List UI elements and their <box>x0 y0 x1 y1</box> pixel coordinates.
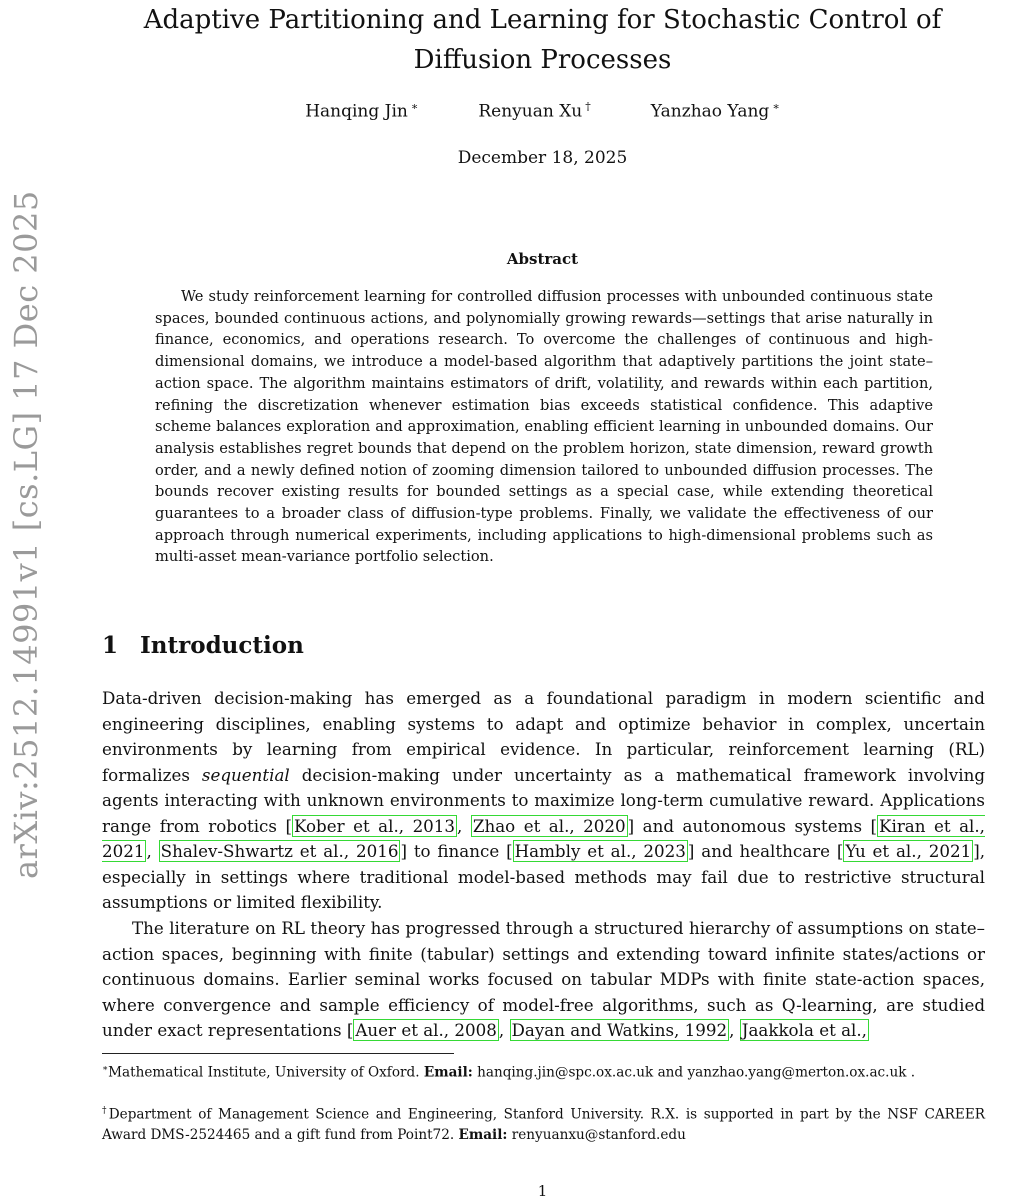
intro-paragraph: Data-driven decision-making has emerged as a foundational paradigm in modern scientific and engineering disciplines, enabling systems to adapt and optimize behavior in complex, uncertain environments by learning from empirical evidence. In particular, reinforcement learning (RL) formalizes sequential decision-making under uncertainty as a mathematical framework involving agents interacting with unknown environments to maximize long-term cumulative reward. Applications range from robotics [ Kober et al., 2013 , Zhao et al., 2020 ] and autonomous systems [ Kiran et al., 2021 , Shalev-Shwartz et al., 2016 ] to finance [ Hambly et al., 2023 ] and healthcare [ Yu et al., 2021 ], especially in settings where traditional model-based methods may fail due to restrictive structural assumptions or limited flexibility. <box>102 688 986 912</box>
abstract-text: We study reinforcement learning for controlled diffusion processes with unbounded continuous state spaces, bounded continuous actions, and polynomially growing rewards—settings that arise naturally in finance, economics, and operations research. To overcome the challenges of continuous and high-dimensional domains, we introduce a model-based algorithm that adaptively partitions the joint state–action space. The algorithm maintains estimators of drift, volatility, and rewards within each partition, refining the discretization whenever estimation bias exceeds statistical confidence. This adaptive scheme balances exploration and approximation, enabling efficient learning in unbounded domains. Our analysis establishes regret bounds that depend on the problem horizon, state dimension, reward growth order, and a newly defined notion of zooming dimension tailored to unbounded diffusion processes. The bounds recover existing results for bounded settings as a special case, while extending theoretical guarantees to a broader class of diffusion-type problems. Finally, we validate the effectiveness of our approach through numerical experiments, including applications to high-dimensional problems such as multi-asset mean-variance portfolio selection. <box>155 288 933 566</box>
citation-link[interactable]: Yu et al., 2021 <box>845 841 972 861</box>
citation-link[interactable]: Hambly et al., 2023 <box>514 841 686 861</box>
page-number: 1 <box>537 1182 548 1200</box>
citation-link[interactable]: Jaakkola et al., <box>741 1020 867 1040</box>
abstract-heading: Abstract <box>506 250 579 268</box>
arxiv-identifier: arXiv:2512.14991v1 [cs.LG] 17 Dec 2025 <box>7 190 45 880</box>
footnote: ∗Mathematical Institute, University of Oxford. Email: hanqing.jin@spc.ox.ac.uk and yanzhao.yang@merton.ox.ac.uk . <box>102 1064 916 1081</box>
footnote-divider <box>102 1053 454 1054</box>
citation-link[interactable]: Kiran et al., 2021 <box>102 815 985 861</box>
citation-link[interactable]: Kober et al., 2013 <box>293 815 456 836</box>
footnote: †Department of Management Science and Engineering, Stanford University. R.X. is supported in part by the NSF CAREER Award DMS-2524465 and a gift fund from Point72. Email: renyuanxu@stanford.edu <box>102 1106 985 1143</box>
paper-title: Adaptive Partitioning and Learning for Stochastic Control of Diffusion Processes <box>143 5 942 75</box>
section-title: Introduction <box>140 632 304 659</box>
citation-link[interactable]: Dayan and Watkins, 1992 <box>511 1020 728 1040</box>
section-heading <box>102 632 304 659</box>
paper-date: December 18, 2025 <box>457 148 628 168</box>
citation-link[interactable]: Zhao et al., 2020 <box>472 815 626 836</box>
citation-link[interactable]: Shalev-Shwartz et al., 2016 <box>160 841 399 861</box>
author: Yanzhao Yang ∗ <box>650 100 780 122</box>
author-list <box>100 100 985 122</box>
author: Renyuan Xu † <box>478 100 591 122</box>
citation-link[interactable]: Auer et al., 2008 <box>355 1020 497 1040</box>
intro-paragraph: The literature on RL theory has progressed through a structured hierarchy of assumptions on state–action spaces, beginning with finite (tabular) settings and extending toward infinite states/actions or continuous domains. Earlier seminal works focused on tabular MDPs with finite state-action spaces, where convergence and sample efficiency of model-free algorithms, such as Q-learning, are studied under exact representations [ Auer et al., 2008 , Dayan and Watkins, 1992 , Jaakkola et al., <box>102 918 985 1040</box>
author: Hanqing Jin ∗ <box>305 100 419 122</box>
section-number: 1 <box>102 632 119 659</box>
